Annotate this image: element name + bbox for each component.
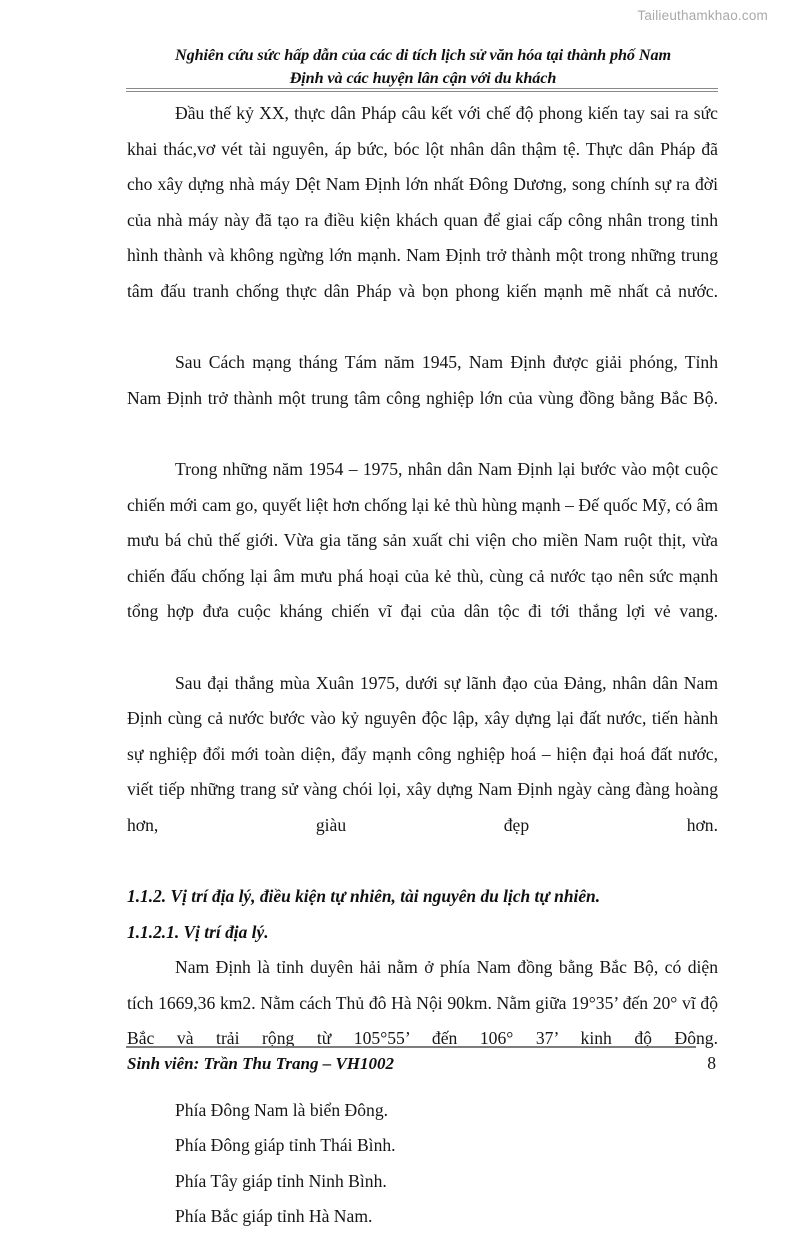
page-number: 8 <box>707 1053 716 1073</box>
boundary-line-southeast: Phía Đông Nam là biển Đông. <box>175 1099 389 1120</box>
site-watermark: Tailieuthamkhao.com <box>637 8 768 23</box>
paragraph-august-revolution: Sau Cách mạng tháng Tám năm 1945, Nam Định được giải phóng, Tỉnh Nam Định trở thành một trung tâm công nghiệp lớn của vùng đồng bằng Bắc Bộ. <box>127 352 718 408</box>
running-header-line-2: Định và các huyện lân cận với du khách <box>289 69 557 87</box>
footer-author-label: Sinh viên: Trần Thu Trang – VH1002 <box>127 1054 395 1073</box>
section-heading-1-1-2-1: 1.1.2.1. Vị trí địa lý. <box>127 921 269 942</box>
paragraph-geography: Nam Định là tỉnh duyên hải nằm ở phía Nam đồng bằng Bắc Bộ, có diện tích 1669,36 km2. Nằm cách Thủ đô Hà Nội 90km. Nằm giữa 19°35’ đến 20° vĩ độ Bắc và trải rộng từ 105°55’ đến 106° 37’ kinh độ Đông. <box>127 957 718 1049</box>
running-footer <box>127 1053 718 1074</box>
section-heading-1-1-2: 1.1.2. Vị trí địa lý, điều kiện tự nhiên, tài nguyên du lịch tự nhiên. <box>127 886 601 907</box>
paragraph-colonial-era: Đầu thế kỷ XX, thực dân Pháp câu kết với chế độ phong kiến tay sai ra sức khai thác,vơ vét tài nguyên, áp bức, bóc lột nhân dân thậm tệ. Thực dân Pháp đã cho xây dựng nhà máy Dệt Nam Định lớn nhất Đông Dương, song chính sự ra đời của nhà máy này đã tạo ra điều kiện khách quan để giai cấp công nhân trong tinh hình thành và không ngừng lớn mạnh. Nam Định trở thành một trong những trung tâm đấu tranh chống thực dân Pháp và bọn phong kiến mạnh mẽ nhất cả nước. <box>127 103 718 301</box>
running-header-line-1: Nghiên cứu sức hấp dẫn của các di tích lịch sử văn hóa tại thành phố Nam <box>175 46 671 64</box>
running-header <box>126 44 720 90</box>
boundary-line-north: Phía Bắc giáp tỉnh Hà Nam. <box>175 1206 373 1227</box>
header-divider-rule <box>126 88 718 92</box>
paragraph-post-1975: Sau đại thắng mùa Xuân 1975, dưới sự lãnh đạo của Đảng, nhân dân Nam Định cùng cả nước bước vào kỷ nguyên độc lập, xây dựng lại đất nước, tiến hành sự nghiệp đổi mới toàn diện, đẩy mạnh công nghiệp hoá – hiện đại hoá đất nước, viết tiếp những trang sử vàng chói lọi, xây dựng Nam Định ngày càng đàng hoàng hơn, giàu đẹp hơn. <box>127 672 718 835</box>
paragraph-war-period: Trong những năm 1954 – 1975, nhân dân Nam Định lại bước vào một cuộc chiến mới cam go, quyết liệt hơn chống lại kẻ thù hùng mạnh – Đế quốc Mỹ, có âm mưu bá chủ thế giới. Vừa gia tăng sản xuất chi viện cho miền Nam ruột thịt, vừa chiến đấu chống lại âm mưu phá hoại của kẻ thù, cùng cả nước tạo nên sức mạnh tổng hợp đưa cuộc kháng chiến vĩ đại của dân tộc đi tới thắng lợi vẻ vang. <box>127 458 718 622</box>
boundary-line-east: Phía Đông giáp tỉnh Thái Bình. <box>175 1135 396 1156</box>
footer-divider-rule <box>126 1046 696 1048</box>
boundary-line-west: Phía Tây giáp tỉnh Ninh Bình. <box>175 1170 387 1191</box>
